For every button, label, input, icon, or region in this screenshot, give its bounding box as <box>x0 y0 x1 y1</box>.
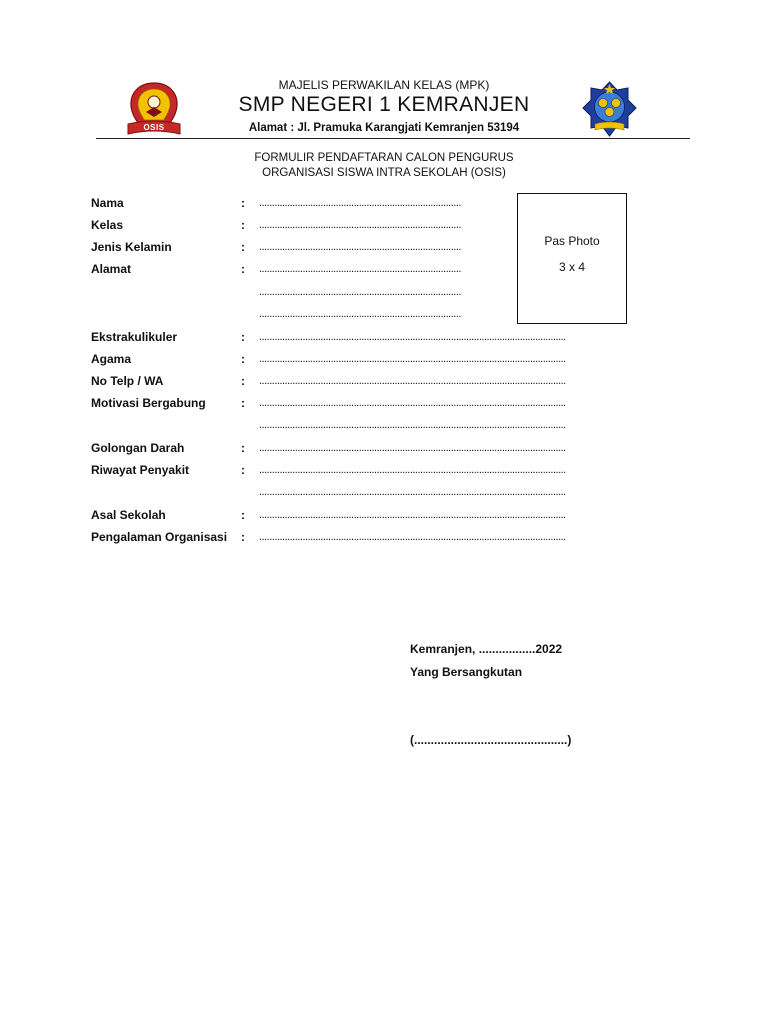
field-colon: : <box>241 374 245 388</box>
field-colon: : <box>241 240 245 254</box>
field-colon: : <box>241 508 245 522</box>
field-label-ekstrakulikuler: Ekstrakulikuler <box>91 330 178 344</box>
field-colon: : <box>241 262 245 276</box>
signature-role: Yang Bersangkutan <box>410 665 523 679</box>
field-colon: : <box>241 463 245 477</box>
photo-label: Pas Photo <box>544 234 600 248</box>
field-label-pengalaman: Pengalaman Organisasi <box>91 530 228 544</box>
school-name: SMP NEGERI 1 KEMRANJEN <box>238 93 530 116</box>
field-colon: : <box>241 330 245 344</box>
photo-size: 3 x 4 <box>558 260 585 274</box>
field-input-riwayat-penyakit-2[interactable]: ........................................................................................................................ <box>259 486 566 498</box>
field-input-asal-sekolah[interactable]: ........................................................................................................................ <box>259 509 566 521</box>
form-title-line2: ORGANISASI SISWA INTRA SEKOLAH (OSIS) <box>262 167 506 179</box>
field-input-motivasi-2[interactable]: ........................................................................................................................ <box>259 419 566 431</box>
school-address: Alamat : Jl. Pramuka Karangjati Kemranjen 53194 <box>248 122 520 134</box>
field-colon: : <box>241 530 245 544</box>
field-label-asal-sekolah: Asal Sekolah <box>91 508 166 522</box>
field-input-golongan-darah[interactable]: ........................................................................................................................ <box>259 442 566 454</box>
field-label-motivasi: Motivasi Bergabung <box>91 396 206 410</box>
field-input-motivasi-1[interactable]: ........................................................................................................................ <box>259 397 566 409</box>
field-colon: : <box>241 352 245 366</box>
form-title-line1: FORMULIR PENDAFTARAN CALON PENGURUS <box>254 152 514 164</box>
field-colon: : <box>241 218 245 232</box>
field-input-no-telp[interactable]: ........................................................................................................................ <box>259 375 566 387</box>
field-colon: : <box>241 396 245 410</box>
field-input-jenis-kelamin[interactable]: ............................................................................... <box>259 241 461 253</box>
field-input-nama[interactable]: ............................................................................... <box>259 197 461 209</box>
field-label-kelas: Kelas <box>91 218 124 232</box>
council-name: MAJELIS PERWAKILAN KELAS (MPK) <box>278 78 490 92</box>
signature-place-date: Kemranjen, .................2022 <box>410 642 563 656</box>
field-colon: : <box>241 196 245 210</box>
field-label-golongan-darah: Golongan Darah <box>91 441 185 455</box>
field-input-pengalaman[interactable]: ........................................................................................................................ <box>259 531 566 543</box>
header-divider <box>96 138 690 139</box>
field-colon: : <box>241 441 245 455</box>
field-label-alamat: Alamat <box>91 262 132 276</box>
signature-name-line[interactable]: (..............................................) <box>410 733 572 747</box>
field-input-agama[interactable]: ........................................................................................................................ <box>259 353 566 365</box>
photo-box <box>517 193 627 324</box>
field-input-ekstrakulikuler[interactable]: ........................................................................................................................ <box>259 331 566 343</box>
field-input-alamat-3[interactable]: ............................................................................... <box>259 308 461 320</box>
osis-logo-text: OSIS <box>143 123 165 132</box>
field-label-jenis-kelamin: Jenis Kelamin <box>91 240 172 254</box>
field-input-kelas[interactable]: ............................................................................... <box>259 219 461 231</box>
field-input-alamat-2[interactable]: ............................................................................... <box>259 286 461 298</box>
field-label-riwayat-penyakit: Riwayat Penyakit <box>91 463 190 477</box>
field-input-alamat-1[interactable]: ............................................................................... <box>259 263 461 275</box>
field-label-no-telp: No Telp / WA <box>91 374 164 388</box>
field-label-nama: Nama <box>91 196 124 210</box>
field-input-riwayat-penyakit-1[interactable]: ........................................................................................................................ <box>259 464 566 476</box>
field-label-agama: Agama <box>91 352 132 366</box>
